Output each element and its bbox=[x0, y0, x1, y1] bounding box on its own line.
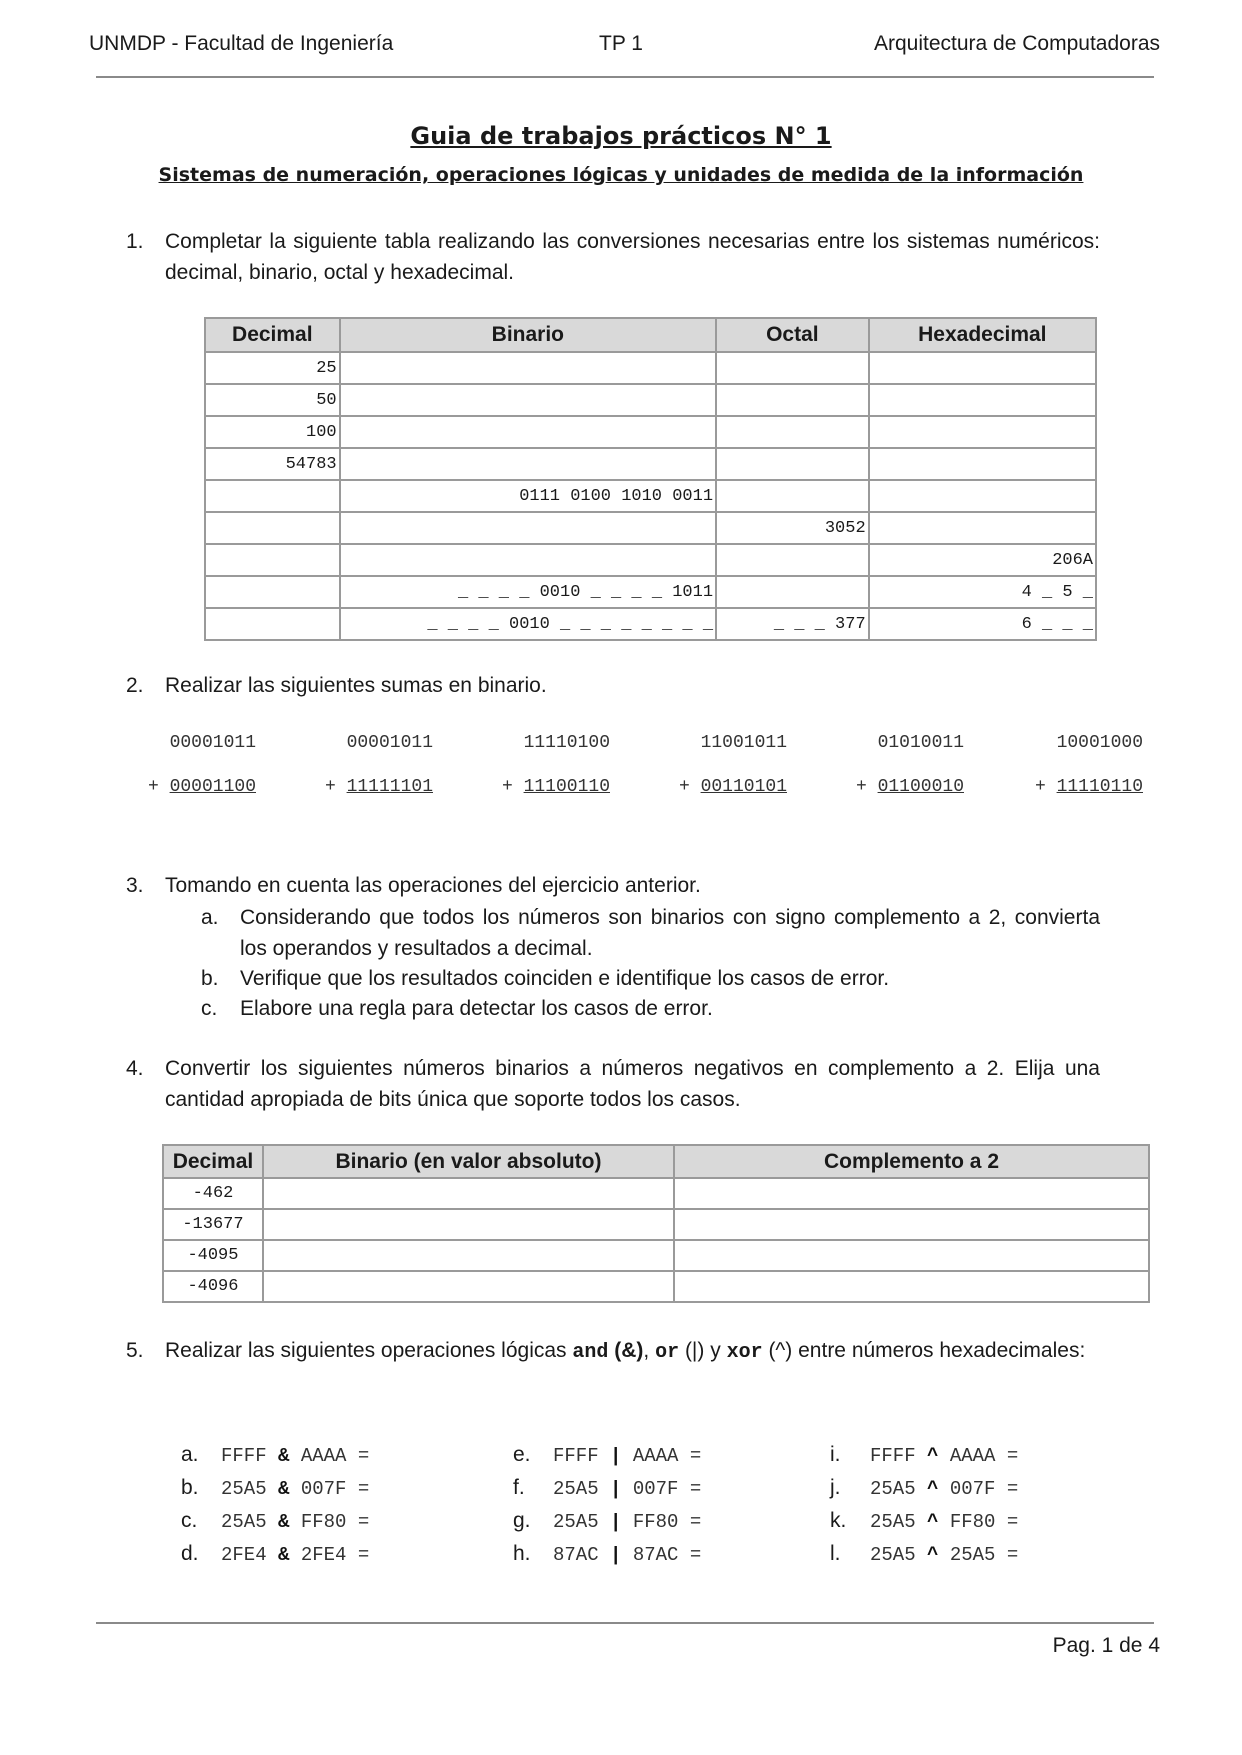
operand-b: 87AC = bbox=[632, 1544, 702, 1566]
operator: & bbox=[278, 1445, 290, 1467]
table-cell[interactable]: -4096 bbox=[163, 1271, 263, 1302]
table-cell[interactable] bbox=[263, 1240, 674, 1271]
operation-label: l. bbox=[830, 1542, 841, 1565]
operand-b: FF80 = bbox=[300, 1511, 370, 1533]
question-number: 4. bbox=[126, 1057, 144, 1080]
operand-b: FF80 = bbox=[632, 1511, 702, 1533]
operand-b: 25A5 = bbox=[949, 1544, 1019, 1566]
operand-b-line bbox=[460, 777, 610, 797]
table-cell[interactable] bbox=[869, 480, 1096, 512]
operand-b: 007F = bbox=[300, 1478, 370, 1500]
operand-a: 01010011 bbox=[877, 733, 964, 753]
col-header: Hexadecimal bbox=[869, 318, 1096, 352]
operation-expression bbox=[221, 1511, 369, 1533]
table-cell[interactable]: -4095 bbox=[163, 1240, 263, 1271]
plus-sign: + bbox=[678, 777, 690, 797]
table-cell[interactable] bbox=[205, 512, 340, 544]
operand-a: 25A5 bbox=[870, 1478, 916, 1500]
table-cell[interactable] bbox=[869, 384, 1096, 416]
table-row bbox=[205, 352, 1096, 384]
operand-a: 87AC bbox=[553, 1544, 599, 1566]
q5-op-and: and bbox=[572, 1341, 609, 1364]
table-cell[interactable]: _ _ _ _ 0010 _ _ _ _ _ _ _ _ bbox=[340, 608, 716, 640]
operation-expression bbox=[553, 1478, 701, 1500]
plus-sign: + bbox=[501, 777, 513, 797]
table-header-row bbox=[205, 318, 1096, 352]
table-cell[interactable] bbox=[869, 512, 1096, 544]
operator: ^ bbox=[927, 1511, 939, 1533]
question-text: Completar la siguiente tabla realizando las conversiones necesarias entre los sistemas numéricos: decimal, binario, octal y hexadecimal. bbox=[165, 230, 1100, 284]
operator: & bbox=[278, 1544, 290, 1566]
col-header: Binario bbox=[340, 318, 716, 352]
question-text: Tomando en cuenta las operaciones del ejercicio anterior. bbox=[165, 874, 701, 897]
table-cell[interactable] bbox=[205, 576, 340, 608]
table-cell[interactable] bbox=[263, 1178, 674, 1209]
header-right: Arquitectura de Computadoras bbox=[874, 32, 1160, 55]
binary-sum bbox=[637, 733, 787, 797]
operation-expression bbox=[553, 1511, 701, 1533]
q5-sym-or: (|) bbox=[684, 1339, 705, 1362]
table-cell[interactable]: _ _ _ 377 bbox=[716, 608, 869, 640]
col-header: Octal bbox=[716, 318, 869, 352]
table-cell[interactable] bbox=[716, 416, 869, 448]
operation-label: g. bbox=[513, 1509, 531, 1532]
table-cell[interactable] bbox=[263, 1271, 674, 1302]
operator: & bbox=[278, 1478, 290, 1500]
operation-label: h. bbox=[513, 1542, 531, 1565]
operand-b: 007F = bbox=[949, 1478, 1019, 1500]
table-row bbox=[205, 512, 1096, 544]
header-center: TP 1 bbox=[599, 32, 643, 55]
table-cell[interactable] bbox=[674, 1178, 1149, 1209]
binary-sum bbox=[814, 733, 964, 797]
operation-label: b. bbox=[181, 1476, 199, 1499]
operation-label: c. bbox=[181, 1509, 198, 1532]
table-row bbox=[163, 1240, 1149, 1271]
page-title: Guia de trabajos prácticos N° 1 bbox=[410, 122, 832, 150]
question-text: Realizar las siguientes sumas en binario. bbox=[165, 674, 547, 697]
table-cell[interactable] bbox=[340, 544, 716, 576]
operation-expression bbox=[553, 1445, 701, 1467]
table-cell[interactable]: 50 bbox=[205, 384, 340, 416]
table-cell[interactable] bbox=[674, 1209, 1149, 1240]
q5-op-xor: xor bbox=[726, 1341, 763, 1364]
q5-text-post: entre números hexadecimales: bbox=[798, 1339, 1086, 1362]
operation-expression bbox=[870, 1445, 1018, 1467]
operand-b: 11111101 bbox=[346, 777, 433, 797]
table-cell[interactable] bbox=[263, 1209, 674, 1240]
operation-label: i. bbox=[830, 1443, 841, 1466]
plus-sign: + bbox=[147, 777, 159, 797]
header-left: UNMDP - Facultad de Ingeniería bbox=[89, 32, 394, 55]
subitem-text: Verifique que los resultados coinciden e identifique los casos de error. bbox=[240, 967, 890, 990]
operand-a: 00001011 bbox=[346, 733, 433, 753]
operator: | bbox=[610, 1511, 622, 1533]
table-cell[interactable]: 206A bbox=[869, 544, 1096, 576]
operand-b: 01100010 bbox=[877, 777, 964, 797]
col-header: Complemento a 2 bbox=[674, 1145, 1149, 1178]
operand-b: 007F = bbox=[632, 1478, 702, 1500]
operand-a: 25A5 bbox=[870, 1544, 916, 1566]
operand-b: 00001100 bbox=[169, 777, 256, 797]
question-number: 3. bbox=[126, 874, 144, 897]
operation-expression bbox=[221, 1478, 369, 1500]
table-cell[interactable]: 3052 bbox=[716, 512, 869, 544]
table-row bbox=[163, 1178, 1149, 1209]
plus-sign: + bbox=[324, 777, 336, 797]
operand-b-line bbox=[106, 777, 256, 797]
table-cell[interactable] bbox=[205, 480, 340, 512]
table-cell[interactable] bbox=[340, 448, 716, 480]
table-cell[interactable] bbox=[205, 544, 340, 576]
operation-label: j. bbox=[830, 1476, 841, 1499]
operation-label: e. bbox=[513, 1443, 531, 1466]
q5-sym-xor: (^) bbox=[768, 1339, 793, 1362]
subitem-label: b. bbox=[201, 967, 219, 990]
operation-expression bbox=[221, 1445, 369, 1467]
operand-a: FFFF bbox=[553, 1445, 599, 1467]
operation-expression bbox=[870, 1511, 1018, 1533]
page-number: Pag. 1 de 4 bbox=[1052, 1634, 1160, 1657]
operation-label: f. bbox=[513, 1476, 525, 1499]
operator: ^ bbox=[927, 1544, 939, 1566]
col-header: Decimal bbox=[163, 1145, 263, 1178]
operation-label: k. bbox=[830, 1509, 847, 1532]
subitem-label: a. bbox=[201, 906, 219, 929]
table-row bbox=[163, 1271, 1149, 1302]
table-cell[interactable] bbox=[716, 480, 869, 512]
q5-text-pre: Realizar las siguientes operaciones lógicas bbox=[165, 1339, 573, 1362]
table-cell[interactable] bbox=[674, 1240, 1149, 1271]
operand-b: 2FE4 = bbox=[300, 1544, 370, 1566]
table-row bbox=[205, 544, 1096, 576]
table-cell[interactable] bbox=[869, 416, 1096, 448]
footer-rule bbox=[96, 1622, 1154, 1624]
operator: ^ bbox=[927, 1478, 939, 1500]
table-cell[interactable] bbox=[205, 608, 340, 640]
operation-label: a. bbox=[181, 1443, 199, 1466]
operand-a: 00001011 bbox=[169, 733, 256, 753]
operand-b: AAAA = bbox=[949, 1445, 1019, 1467]
table-cell[interactable] bbox=[340, 416, 716, 448]
operand-a: 10001000 bbox=[1056, 733, 1143, 753]
table-row bbox=[163, 1209, 1149, 1240]
col-header: Binario (en valor absoluto) bbox=[263, 1145, 674, 1178]
operand-b: 11100110 bbox=[523, 777, 610, 797]
operand-b-line bbox=[993, 777, 1143, 797]
table-cell[interactable]: _ _ _ _ 0010 _ _ _ _ 1011 bbox=[340, 576, 716, 608]
operator: & bbox=[278, 1511, 290, 1533]
table-row bbox=[205, 480, 1096, 512]
operator: ^ bbox=[927, 1445, 939, 1467]
conversion-table bbox=[204, 317, 1097, 641]
operator: | bbox=[610, 1544, 622, 1566]
operand-a: 25A5 bbox=[870, 1511, 916, 1533]
page-subtitle: Sistemas de numeración, operaciones lógicas y unidades de medida de la información bbox=[158, 164, 1084, 186]
subitem-label: c. bbox=[201, 997, 218, 1020]
binary-sum bbox=[283, 733, 433, 797]
table-cell[interactable] bbox=[716, 448, 869, 480]
question-text: Convertir los siguientes números binarios a números negativos en complemento a 2. Elija una cantidad apropiada de bits única que soporte todos los casos. bbox=[165, 1057, 1100, 1111]
operand-a: FFFF bbox=[870, 1445, 916, 1467]
table-cell[interactable] bbox=[340, 512, 716, 544]
operation-expression bbox=[221, 1544, 369, 1566]
operator: | bbox=[610, 1445, 622, 1467]
binary-sum bbox=[993, 733, 1143, 797]
table-row bbox=[205, 608, 1096, 640]
operand-b: FF80 = bbox=[949, 1511, 1019, 1533]
question-text: Realizar las siguientes operaciones lógicas and (&), or (|) y xor (^) entre números hexadecimales: bbox=[165, 1339, 1086, 1364]
operand-b: 00110101 bbox=[700, 777, 787, 797]
operand-a: FFFF bbox=[221, 1445, 267, 1467]
operand-a: 11001011 bbox=[700, 733, 787, 753]
table-cell[interactable]: -13677 bbox=[163, 1209, 263, 1240]
operand-b: AAAA = bbox=[632, 1445, 702, 1467]
table-cell[interactable] bbox=[716, 384, 869, 416]
table-cell[interactable]: -462 bbox=[163, 1178, 263, 1209]
subitem-text: Elabore una regla para detectar los casos de error. bbox=[240, 997, 713, 1020]
operand-a: 2FE4 bbox=[221, 1544, 267, 1566]
table-cell[interactable]: 25 bbox=[205, 352, 340, 384]
plus-sign: + bbox=[855, 777, 867, 797]
operand-a: 25A5 bbox=[553, 1511, 599, 1533]
operator: | bbox=[610, 1478, 622, 1500]
question-number: 2. bbox=[126, 674, 144, 697]
table-row bbox=[205, 448, 1096, 480]
operand-a: 25A5 bbox=[221, 1511, 267, 1533]
table-row bbox=[205, 416, 1096, 448]
operand-b: AAAA = bbox=[300, 1445, 370, 1467]
operand-a: 25A5 bbox=[221, 1478, 267, 1500]
table-row bbox=[205, 576, 1096, 608]
operand-b-line bbox=[637, 777, 787, 797]
operation-expression bbox=[870, 1478, 1018, 1500]
table-row bbox=[205, 384, 1096, 416]
plus-sign: + bbox=[1034, 777, 1046, 797]
subitem-text: Considerando que todos los números son binarios con signo complemento a 2, convierta los operandos y resultados a decimal. bbox=[240, 906, 1100, 960]
operand-b-line bbox=[283, 777, 433, 797]
table-cell[interactable]: 54783 bbox=[205, 448, 340, 480]
operand-b-line bbox=[814, 777, 964, 797]
table-cell[interactable] bbox=[340, 384, 716, 416]
table-cell[interactable]: 100 bbox=[205, 416, 340, 448]
table-cell[interactable] bbox=[674, 1271, 1149, 1302]
table-cell[interactable]: 0111 0100 1010 0011 bbox=[340, 480, 716, 512]
binary-sum bbox=[460, 733, 610, 797]
table-cell[interactable] bbox=[869, 448, 1096, 480]
table-cell[interactable]: 6 _ _ _ bbox=[869, 608, 1096, 640]
table-header-row bbox=[163, 1145, 1149, 1178]
operation-label: d. bbox=[181, 1542, 199, 1565]
question-number: 5. bbox=[126, 1339, 144, 1362]
binary-sum bbox=[106, 733, 256, 797]
header-rule bbox=[96, 76, 1154, 78]
operand-b: 11110110 bbox=[1056, 777, 1143, 797]
operand-a: 11110100 bbox=[523, 733, 610, 753]
col-header: Decimal bbox=[205, 318, 340, 352]
table-cell[interactable] bbox=[340, 352, 716, 384]
table-cell[interactable] bbox=[716, 352, 869, 384]
table-cell[interactable] bbox=[716, 544, 869, 576]
q5-op-or: or bbox=[655, 1341, 680, 1364]
operation-expression bbox=[553, 1544, 701, 1566]
q5-y: y bbox=[710, 1339, 721, 1362]
operand-a: 25A5 bbox=[553, 1478, 599, 1500]
complement-table bbox=[162, 1144, 1150, 1303]
q5-sym-and: (&) bbox=[614, 1339, 644, 1362]
table-cell[interactable] bbox=[869, 352, 1096, 384]
table-cell[interactable] bbox=[716, 576, 869, 608]
table-cell[interactable]: 4 _ 5 _ bbox=[869, 576, 1096, 608]
operation-expression bbox=[870, 1544, 1018, 1566]
question-number: 1. bbox=[126, 230, 144, 253]
